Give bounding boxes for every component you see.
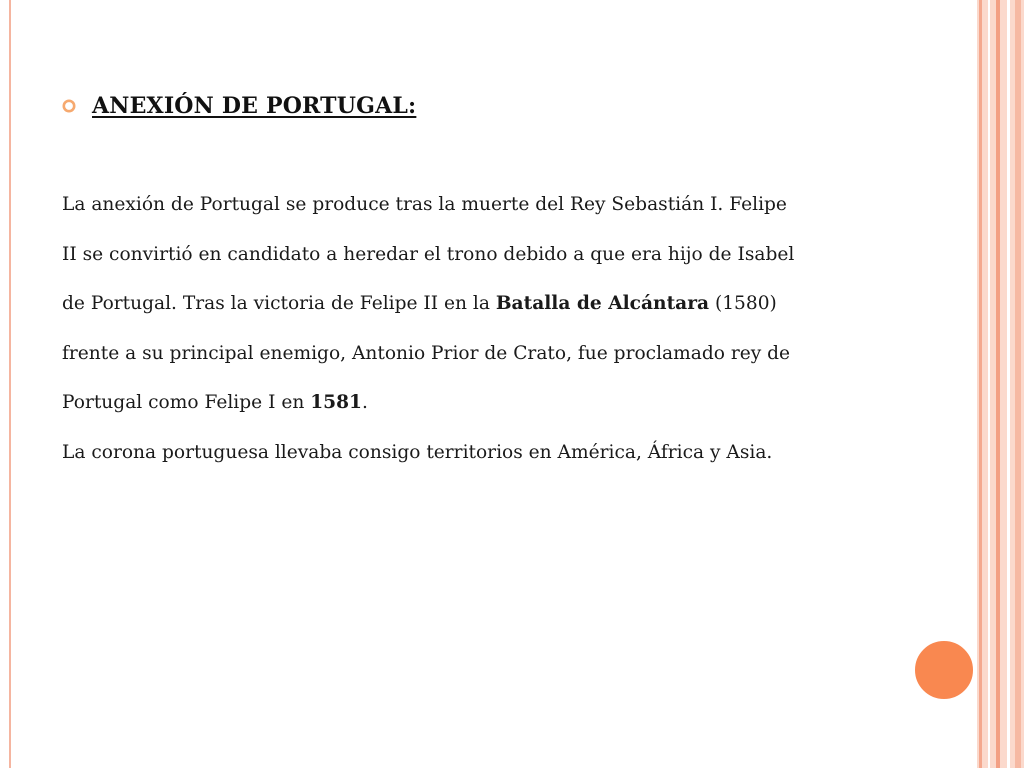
- right-border-gap-1: [988, 0, 990, 768]
- orange-circle-decoration: [912, 638, 976, 702]
- text-segment: (1580): [709, 293, 777, 314]
- paragraph-1-line-1: La anexión de Portugal se produce tras la muerte del Rey Sebastián I. Felipe: [62, 194, 787, 215]
- paragraph-1-line-5: [62, 378, 892, 428]
- text-segment: Portugal como Felipe I en: [62, 392, 311, 413]
- right-border-line-3: [1015, 0, 1021, 768]
- right-border-line-1: [979, 0, 982, 768]
- paragraph-1-line-3: [62, 279, 892, 329]
- heading-row: [62, 93, 416, 119]
- paragraph-1-line-4: frente a su principal enemigo, Antonio Prior de Crato, fue proclamado rey de: [62, 342, 791, 364]
- body-text: [62, 180, 892, 477]
- text-segment: .: [361, 392, 368, 413]
- bold-battle-name: Batalla de Alcántara: [495, 293, 710, 314]
- paragraph-1-line-2: II se convirtió en candidato a heredar el trono debido a que era hijo de Isabel: [62, 243, 795, 265]
- text-segment: de Portugal. Tras la victoria de Felipe II en la: [62, 293, 496, 314]
- right-border-gap-2: [1007, 0, 1010, 768]
- bullet-icon: [62, 99, 76, 113]
- paragraph-2: La corona portuguesa llevaba consigo territorios en América, África y Asia.: [62, 441, 773, 463]
- right-border-line-2: [996, 0, 1000, 768]
- slide-heading: ANEXIÓN DE PORTUGAL:: [92, 93, 417, 119]
- left-border-line: [9, 0, 11, 768]
- bold-year: 1581: [310, 392, 362, 413]
